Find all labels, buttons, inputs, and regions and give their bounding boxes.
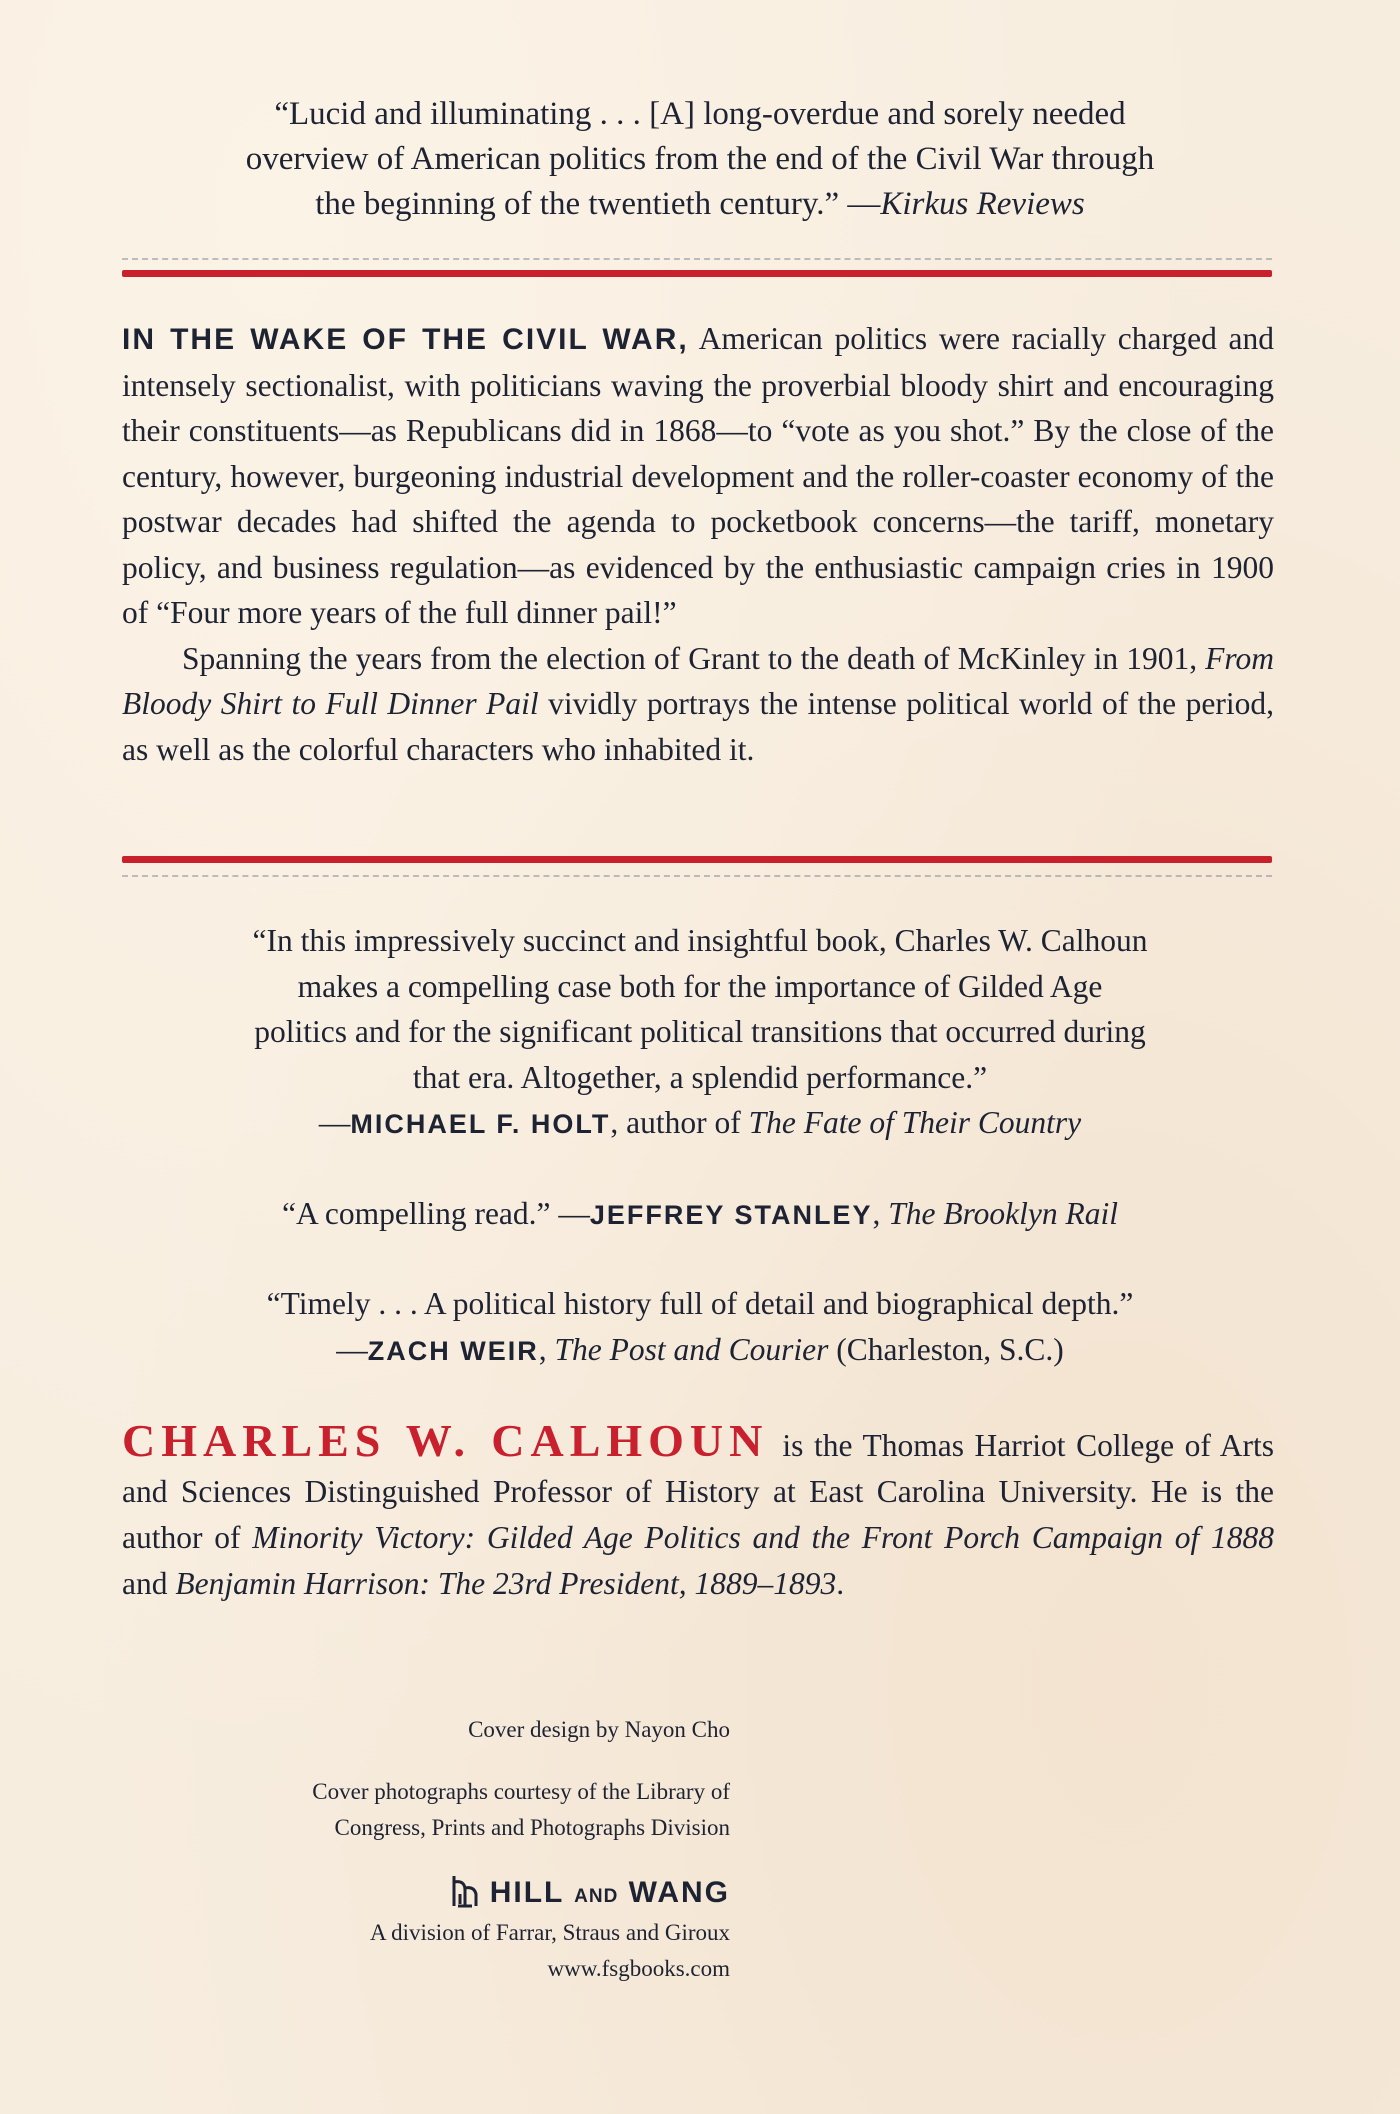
author-bio [122,1415,1274,1607]
holt-line-3: politics and for the significant political transitions that occurred during [254,1014,1146,1049]
design-credit: Cover design by Nayon Cho [468,1717,730,1742]
weir-sep: , [538,1331,555,1367]
stanley-quote: “A compelling read.” — [282,1195,590,1231]
photo-credit-line-1: Cover photographs courtesy of the Library of [312,1779,730,1804]
publisher-division: A division of Farrar, Straus and Giroux [369,1920,730,1945]
top-quote-source: Kirkus Reviews [880,186,1085,222]
weir-name: ZACH WEIR [367,1335,539,1366]
holt-line-1: “In this impressively succinct and insightful book, Charles W. Calhoun [252,923,1148,958]
bio-text-1: is the Thomas Harriot College of Arts and Sciences Distinguished Professor of History at East Carolina University. He is the author of [122,1428,1274,1555]
weir-dash: — [336,1331,368,1367]
stanley-sep: , [872,1195,889,1231]
top-quote-line-1: “Lucid and illuminating . . . [A] long-overdue and sorely needed [274,96,1126,132]
red-rule-top [122,258,1272,277]
bio-book-2: Benjamin Harrison: The 23rd President, 1889–1893 [175,1566,837,1601]
rule-thick-line [122,270,1272,277]
top-quote-line-3 [140,182,1260,227]
bio-book-1: Minority Victory: Gilded Age Politics and the Front Porch Campaign of 1888 [252,1520,1274,1555]
publisher-website: www.fsgbooks.com [547,1956,730,1981]
summary-paragraph-1 [122,316,1274,636]
holt-dash: — [318,1105,351,1140]
holt-work: The Fate of Their Country [748,1105,1082,1140]
summary-p1-text: American politics were racially charged and intensely sectionalist, with politicians waving the proverbial bloody shirt and encouraging their constituents—as Republicans did in 1868—to “vote as you shot.” By the close of the century, however, burgeoning industrial development and the roller-coaster economy of the postwar decades had shifted the agenda to pocketbook concerns—the tariff, monetary policy, and business regulation—as evidenced by the enthusiastic campaign cries in 1900 of “Four more years of the full dinner pail!” [122,321,1274,630]
holt-role: , author of [610,1105,749,1140]
holt-line-2: makes a compelling case both for the importance of Gilded Age [297,968,1103,1004]
rule-thin-line [122,875,1272,877]
bio-and: and [122,1566,176,1601]
weir-blurb [150,1281,1250,1374]
top-review-quote [140,92,1260,227]
author-name: CHARLES W. CALHOUN [122,1415,769,1466]
weir-place: (Charleston, S.C.) [828,1331,1064,1367]
summary-p2-end: vividly portrays the intense political world of the period, as well as the colorful characters who inhabited it. [122,686,1275,767]
rule-thin-line [122,258,1272,260]
praise-section [150,918,1250,1417]
publisher-logo-icon [450,1874,480,1908]
holt-blurb [150,918,1250,1148]
publisher-hill: HILL [489,1876,564,1909]
cover-credits [220,1712,730,1987]
rule-thick-line [122,856,1272,863]
stanley-blurb [150,1191,1250,1239]
publisher-imprint [220,1874,730,1915]
stanley-work: The Brooklyn Rail [888,1195,1118,1231]
summary-p2-start: Spanning the years from the election of Grant to the death of McKinley in 1901, [182,640,1206,676]
book-summary [122,316,1274,772]
top-quote-line-2: overview of American politics from the end of the Civil War through [245,141,1155,177]
summary-lead: IN THE WAKE OF THE CIVIL WAR, [122,323,689,356]
publisher-and: AND [574,1886,619,1907]
stanley-name: JEFFREY STANLEY [589,1199,873,1230]
weir-quote: “Timely . . . A political history full of detail and biographical depth.” [266,1286,1134,1321]
summary-paragraph-2 [122,636,1274,773]
red-rule-middle [122,856,1272,877]
photo-credit-line-2: Congress, Prints and Photographs Division [334,1815,730,1840]
summary-book-title: From Bloody Shirt to Full Dinner Pail [122,640,1274,721]
weir-work: The Post and Courier [554,1331,829,1367]
holt-name: MICHAEL F. HOLT [350,1109,611,1139]
bio-end: . [836,1566,845,1601]
holt-line-4: that era. Altogether, a splendid performance.” [412,1059,988,1095]
publisher-wang: WANG [628,1876,730,1909]
top-quote-line-3-text: the beginning of the twentieth century.” — [315,186,881,222]
